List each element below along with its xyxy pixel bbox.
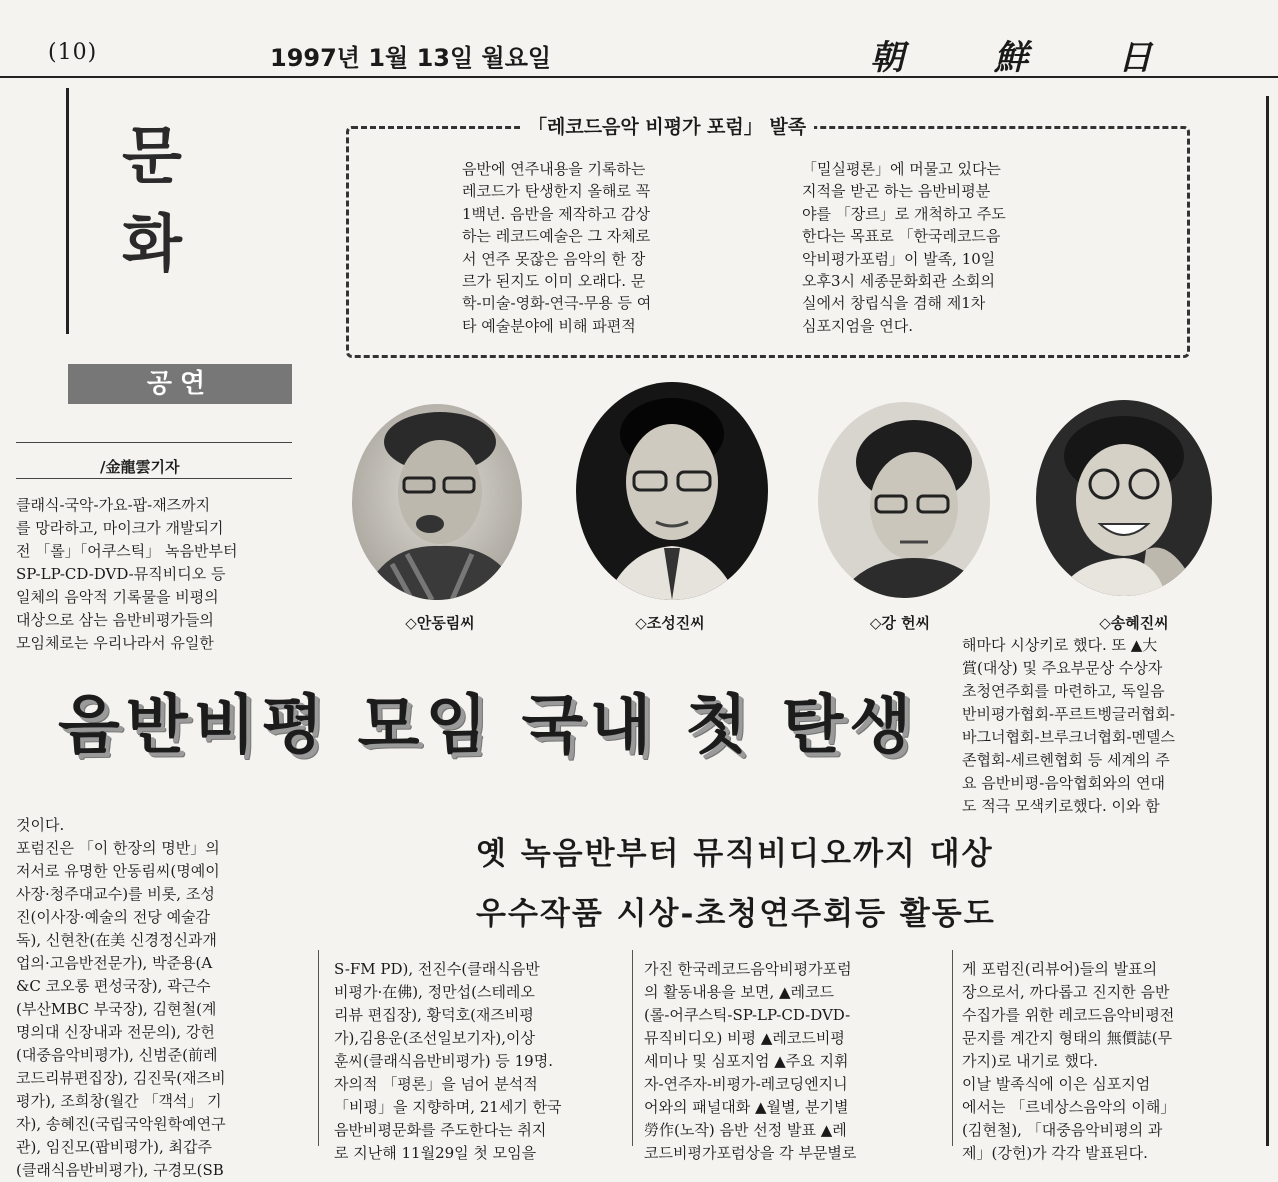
article-lead: 클래식-국악-가요-팝-재즈까지 를 망라하고, 마이크가 개발되기 전 「롤」「어쿠스틱」 녹음반부터 SP-LP-CD-DVD-뮤직비디오 등 일체의 음악적 기록물을 비평의 대상으로 삼는 음반비평가들의 모임체로는 우리나라서 유일한 [16,496,238,652]
article-column-mid-1: S-FM PD), 전진수(클래식음반 비평가·在佛), 정만섭(스테레오 리뷰 편집장), 황덕호(재즈비평 가),김용운(조선일보기자),이상 훈씨(클래식음반비평가) 등 19명. 자의적 「평론」을 넘어 분석적 「비평」을 지향하며, 21세기 한국 음반비평문화를 주도한다는 취지 로 지난해 11월29일 첫 모임을 [334,960,562,1162]
byline: /金龍雲기자 [100,458,180,476]
forum-box-column-1: 음반에 연주내용을 기록하는 레코드가 탄생한지 올해로 꼭 1백년. 음반을 제작하고 감상 하는 레코드예술은 그 자체로 서 연주 못잖은 음악의 한 장 르가 된지도 이미 오래다. 문 학-미술-영화-연극-무용 등 여 타 예술분야에 비해 파편적 [462,160,652,335]
photo-portrait-4 [1036,400,1212,596]
masthead-rule [0,76,1278,78]
issue-date: 1997년 1월 13일 월요일 [270,44,552,72]
photo-portrait-2 [576,382,768,600]
section-title: 문화 [122,119,182,280]
portrait-1-icon [352,404,522,600]
article-column-left: 것이다. 포럼진은 「이 한장의 명반」의 저서로 유명한 안동림씨(명예이 사장·청주대교수)를 비롯, 조성 진(이사장·예술의 전당 예술감 독), 신현찬(在美 신경정신과개 업의·고음반전문가), 박준용(A &C 코오롱 편성국장), 곽근수 (부산MBC 부국장), 김현철(계 명의대 신장내과 전문의), 강헌 (대중음악비평가), 신범준(前레 코드리뷰편집장), 김진묵(재즈비 평가), 조희창(월간 「객석」 기 자), 송혜진(국립국악원학예연구 관), 임진모(팝비평가), 최갑주 (클래식음반비평가), 구경모(SB [16,816,226,1179]
photo-caption-1: ◇안동림씨 [405,614,475,632]
column-rule [952,950,953,1146]
subhead-1: 옛 녹음반부터 뮤직비디오까지 대상 [476,836,994,872]
forum-box-title: 「레코드음악 비평가 포럼」 발족 [520,112,814,139]
portrait-3-icon [818,402,990,598]
photo-caption-3: ◇강 헌씨 [869,614,931,632]
photo-caption-2: ◇조성진씨 [635,614,705,632]
photo-portrait-3 [818,402,990,598]
photo-portrait-1 [352,404,522,600]
page-number: (10) [48,40,98,65]
main-headline: 음반비평 모임 국내 첫 탄생 [58,689,918,763]
section-badge: 공연 [68,364,292,404]
portrait-4-icon [1036,400,1212,596]
photo-caption-4: ◇송혜진씨 [1099,614,1169,632]
column-rule [318,950,319,1146]
page-edge-rule [1266,96,1269,1146]
byline-rule-top [16,442,292,443]
forum-box-column-2: 「밀실평론」에 머물고 있다는 지적을 받곤 하는 음반비평분 야를 「장르」로 개척하고 주도 한다는 목표로 「한국레코드음 악비평가포럼」이 발족, 10일 오후3시 세종문화회관 소회의 실에서 창립식을 겸해 제1차 심포지엄을 연다. [802,160,1006,335]
article-column-top-right: 해마다 시상키로 했다. 또 ▲大 賞(대상) 및 주요부문상 수상자 초청연주회를 마련하고, 독일음 반비평가협회-푸르트벵글러협회- 바그너협회-브루크너협회-멘델스 존협회-세르헨협회 등 세계의 주 요 음반비평-음악협회와의 연대 도 적극 모색키로했다. 이와 함 [962,636,1175,815]
article-column-mid-2: 가진 한국레코드음악비평가포럼 의 활동내용을 보면, ▲레코드 (롤-어쿠스틱-SP-LP-CD-DVD- 뮤직비디오) 비평 ▲레코드비평 세미나 및 심포지엄 ▲주요 지휘 자-연주자-비평가-레코딩엔지니 어와의 패널대화 ▲월별, 분기별 勞作(노작) 음반 선정 발표 ▲레 코드비평가포럼상을 각 부문별로 [644,960,857,1162]
portrait-2-icon [576,382,768,600]
section-rule [66,88,69,334]
article-column-right: 게 포럼진(리뷰어)들의 발표의 장으로서, 까다롭고 진지한 음반 수집가를 위한 레코드음악비평전 문지를 계간지 형태의 無價誌(무 가지)로 내기로 했다. 이날 발족식에 이은 심포지엄 에서는 「르네상스음악의 이해」 (김현철), 「대중음악비평의 과 제」(강헌)가 각각 발표된다. [962,960,1176,1162]
column-rule [632,950,633,1146]
subhead-2: 우수작품 시상-초청연주회등 활동도 [476,896,996,932]
byline-rule-bottom [16,478,292,479]
newspaper-name: 朝鮮日 [870,38,1242,78]
